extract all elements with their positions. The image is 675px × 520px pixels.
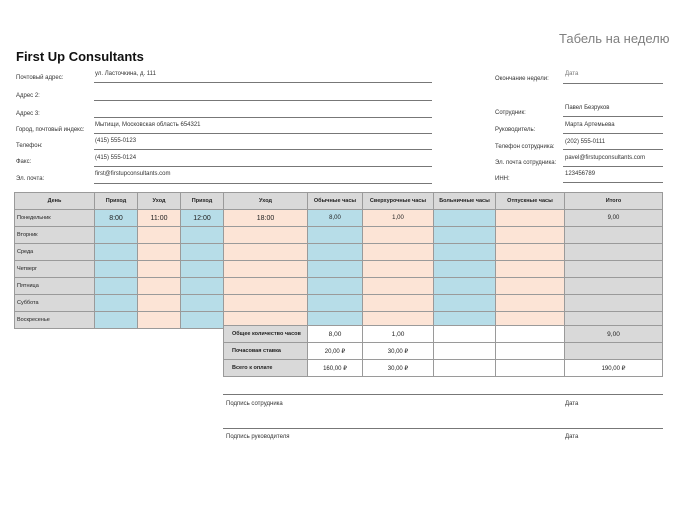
rate-regular[interactable]: 20,00 ₽ bbox=[308, 343, 363, 360]
summary-table bbox=[223, 325, 663, 377]
field-underline bbox=[94, 133, 432, 134]
time-in-cell[interactable] bbox=[181, 295, 224, 312]
overtime-hours-cell[interactable] bbox=[363, 278, 434, 295]
table-row bbox=[15, 227, 663, 244]
address3-label: Адрес 3: bbox=[16, 111, 40, 117]
vacation-hours-cell[interactable] bbox=[496, 210, 565, 227]
vacation-hours-cell[interactable] bbox=[496, 295, 565, 312]
overtime-hours-cell[interactable] bbox=[363, 227, 434, 244]
field-underline bbox=[563, 166, 663, 167]
day-cell: Суббота bbox=[15, 295, 95, 312]
table-row bbox=[15, 210, 663, 227]
day-cell: Понедельник bbox=[15, 210, 95, 227]
field-underline bbox=[94, 82, 432, 83]
rate-vacation[interactable] bbox=[496, 343, 565, 360]
page-title: Табель на неделю bbox=[559, 31, 670, 46]
time-in-cell[interactable] bbox=[95, 244, 138, 261]
sick-hours-cell[interactable] bbox=[434, 261, 496, 278]
col-header-vacation: Отпускные часы bbox=[496, 193, 565, 210]
pay-overtime: 30,00 ₽ bbox=[363, 360, 434, 377]
timesheet-table bbox=[14, 192, 663, 329]
pay-regular: 160,00 ₽ bbox=[308, 360, 363, 377]
summary-label: Почасовая ставка bbox=[224, 343, 308, 360]
total-hours-cell bbox=[565, 295, 663, 312]
address2-label: Адрес 2: bbox=[16, 93, 40, 99]
overtime-hours-cell[interactable]: 1,00 bbox=[363, 210, 434, 227]
summary-overtime: 1,00 bbox=[363, 326, 434, 343]
time-out-cell[interactable] bbox=[138, 227, 181, 244]
signature-line bbox=[223, 428, 663, 429]
time-in-cell[interactable] bbox=[181, 261, 224, 278]
field-underline bbox=[94, 117, 432, 118]
time-in-cell[interactable] bbox=[181, 227, 224, 244]
manager-label: Руководитель: bbox=[495, 127, 536, 133]
table-header-row bbox=[15, 193, 663, 210]
vacation-hours-cell[interactable] bbox=[496, 244, 565, 261]
summary-row-pay bbox=[224, 360, 663, 377]
table-row bbox=[15, 278, 663, 295]
pay-sick bbox=[434, 360, 496, 377]
vacation-hours-cell[interactable] bbox=[496, 261, 565, 278]
employee-phone-value[interactable]: (202) 555-0111 bbox=[565, 139, 606, 145]
pay-vacation bbox=[496, 360, 565, 377]
regular-hours-cell[interactable] bbox=[308, 278, 363, 295]
field-underline bbox=[563, 116, 663, 117]
overtime-hours-cell[interactable] bbox=[363, 244, 434, 261]
col-header-in2: Приход bbox=[181, 193, 224, 210]
sick-hours-cell[interactable] bbox=[434, 244, 496, 261]
col-header-day: День bbox=[15, 193, 95, 210]
day-cell: Вторник bbox=[15, 227, 95, 244]
week-ending-label: Окончание недели: bbox=[495, 76, 549, 82]
day-cell: Среда bbox=[15, 244, 95, 261]
fax-value[interactable]: (415) 555-0124 bbox=[95, 155, 137, 161]
pay-total: 190,00 ₽ bbox=[565, 360, 663, 377]
email-label: Эл. почта: bbox=[16, 176, 45, 182]
time-out-cell[interactable] bbox=[138, 295, 181, 312]
time-in-cell[interactable] bbox=[181, 244, 224, 261]
tax-id-value[interactable]: 123456789 bbox=[565, 171, 596, 177]
time-in-cell[interactable]: 12:00 bbox=[181, 210, 224, 227]
mailing-address-label: Почтовый адрес: bbox=[16, 75, 64, 81]
col-header-sick: Больничные часы bbox=[434, 193, 496, 210]
time-out-cell[interactable] bbox=[224, 278, 308, 295]
day-cell: Пятница bbox=[15, 278, 95, 295]
time-in-cell[interactable] bbox=[181, 278, 224, 295]
manager-value[interactable]: Марта Артемьева bbox=[565, 122, 615, 128]
phone-value[interactable]: (415) 555-0123 bbox=[95, 138, 137, 144]
regular-hours-cell[interactable] bbox=[308, 261, 363, 278]
summary-label: Общее количество часов bbox=[224, 326, 308, 343]
col-header-overtime: Сверхурочные часы bbox=[363, 193, 434, 210]
rate-total bbox=[565, 343, 663, 360]
overtime-hours-cell[interactable] bbox=[363, 295, 434, 312]
time-out-cell[interactable] bbox=[138, 261, 181, 278]
regular-hours-cell[interactable] bbox=[308, 227, 363, 244]
total-hours-cell bbox=[565, 278, 663, 295]
time-in-cell[interactable] bbox=[95, 312, 138, 329]
field-underline bbox=[563, 182, 663, 183]
col-header-total: Итого bbox=[565, 193, 663, 210]
total-hours-cell bbox=[565, 244, 663, 261]
employee-signature-label: Подпись сотрудника bbox=[226, 401, 283, 407]
rate-overtime[interactable]: 30,00 ₽ bbox=[363, 343, 434, 360]
table-row bbox=[15, 261, 663, 278]
time-in-cell[interactable]: 8:00 bbox=[95, 210, 138, 227]
time-in-cell[interactable] bbox=[95, 278, 138, 295]
day-cell: Четверг bbox=[15, 261, 95, 278]
time-out-cell[interactable] bbox=[138, 244, 181, 261]
col-header-regular: Обычные часы bbox=[308, 193, 363, 210]
week-ending-value[interactable]: Дата bbox=[565, 71, 579, 77]
time-out-cell[interactable] bbox=[138, 278, 181, 295]
sick-hours-cell[interactable] bbox=[434, 295, 496, 312]
time-out-cell[interactable]: 18:00 bbox=[224, 210, 308, 227]
field-underline bbox=[94, 149, 432, 150]
employee-value[interactable]: Павел Безруков bbox=[565, 105, 610, 111]
email-value[interactable]: first@firstupconsultants.com bbox=[95, 171, 171, 177]
col-header-out2: Уход bbox=[224, 193, 308, 210]
field-underline bbox=[563, 83, 663, 84]
time-in-cell[interactable] bbox=[95, 227, 138, 244]
vacation-hours-cell[interactable] bbox=[496, 278, 565, 295]
col-header-out1: Уход bbox=[138, 193, 181, 210]
time-out-cell[interactable] bbox=[224, 227, 308, 244]
employee-phone-label: Телефон сотрудника: bbox=[495, 144, 555, 150]
summary-label: Всего к оплате bbox=[224, 360, 308, 377]
overtime-hours-cell[interactable] bbox=[363, 261, 434, 278]
regular-hours-cell[interactable]: 8,00 bbox=[308, 210, 363, 227]
summary-row-total-hours bbox=[224, 326, 663, 343]
field-underline bbox=[563, 149, 663, 150]
regular-hours-cell[interactable] bbox=[308, 295, 363, 312]
summary-regular: 8,00 bbox=[308, 326, 363, 343]
total-hours-cell bbox=[565, 227, 663, 244]
time-out-cell[interactable] bbox=[138, 312, 181, 329]
summary-row-rate bbox=[224, 343, 663, 360]
field-underline bbox=[94, 100, 432, 101]
city-zip-value[interactable]: Мытищи, Московская область 654321 bbox=[95, 122, 201, 128]
tax-id-label: ИНН: bbox=[495, 176, 510, 182]
time-out-cell[interactable]: 11:00 bbox=[138, 210, 181, 227]
time-out-cell[interactable] bbox=[224, 261, 308, 278]
employee-email-label: Эл. почта сотрудника: bbox=[495, 160, 557, 166]
mailing-address-value[interactable]: ул. Ласточкина, д. 111 bbox=[95, 71, 156, 77]
company-name: First Up Consultants bbox=[16, 49, 144, 64]
field-underline bbox=[94, 166, 432, 167]
employee-label: Сотрудник: bbox=[495, 110, 526, 116]
employee-email-value[interactable]: pavel@firstupconsultants.com bbox=[565, 155, 646, 161]
fax-label: Факс: bbox=[16, 159, 32, 165]
summary-vacation bbox=[496, 326, 565, 343]
summary-total: 9,00 bbox=[565, 326, 663, 343]
total-hours-cell: 9,00 bbox=[565, 210, 663, 227]
city-zip-label: Город, почтовый индекс: bbox=[16, 127, 85, 133]
employee-date-label: Дата bbox=[565, 401, 579, 407]
time-in-cell[interactable] bbox=[95, 261, 138, 278]
sick-hours-cell[interactable] bbox=[434, 227, 496, 244]
time-in-cell[interactable] bbox=[95, 295, 138, 312]
col-header-in1: Приход bbox=[95, 193, 138, 210]
field-underline bbox=[94, 183, 432, 184]
manager-signature-label: Подпись руководителя bbox=[226, 434, 290, 440]
table-row bbox=[15, 244, 663, 261]
rate-sick[interactable] bbox=[434, 343, 496, 360]
time-out-cell[interactable] bbox=[224, 244, 308, 261]
day-cell: Воскресенье bbox=[15, 312, 95, 329]
time-out-cell[interactable] bbox=[224, 295, 308, 312]
vacation-hours-cell[interactable] bbox=[496, 227, 565, 244]
sick-hours-cell[interactable] bbox=[434, 278, 496, 295]
regular-hours-cell[interactable] bbox=[308, 244, 363, 261]
field-underline bbox=[563, 133, 663, 134]
manager-date-label: Дата bbox=[565, 434, 579, 440]
signature-line bbox=[223, 394, 663, 395]
table-row bbox=[15, 295, 663, 312]
time-in-cell[interactable] bbox=[181, 312, 224, 329]
phone-label: Телефон: bbox=[16, 143, 43, 149]
total-hours-cell bbox=[565, 261, 663, 278]
summary-sick bbox=[434, 326, 496, 343]
sick-hours-cell[interactable] bbox=[434, 210, 496, 227]
